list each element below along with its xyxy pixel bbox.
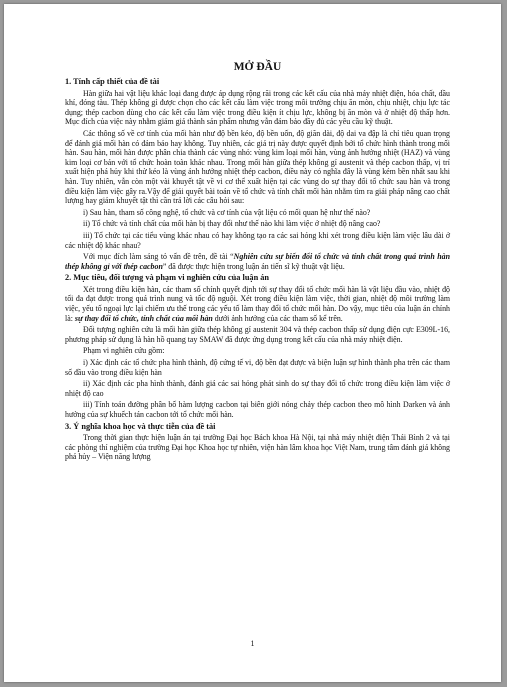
section-3-paragraph-1: Trong thời gian thực hiện luận án tại trường Đại học Bách khoa Hà Nội, tại nhà máy nhiệt điện Thái Bình 2 và tại các phòng thí nghiệm của trường Đại học Khoa học tự nhiên, viện hàn lâm khoa học Việt Nam, trung tâm đánh giá không phá hủy – Viện năng lượng <box>65 433 450 462</box>
section-2-scope-1: i) Xác định các tổ chức pha hình thành, độ cứng tế vi, độ bền đạt được và biện luận sự hình thành pha trên các tham số đầu vào trong điều kiện hàn <box>65 358 450 377</box>
section-1-question-1: i) Sau hàn, tham số công nghệ, tổ chức và cơ tính của vật liệu có mối quan hệ như thế nào? <box>83 207 371 217</box>
section-1-question-3: iii) Tổ chức tại các tiểu vùng khác nhau có hay không tạo ra các sai hỏng khi xét trong điều kiện làm việc lâu dài ở các nhiệt độ khác nhau? <box>65 230 450 250</box>
section-2-scope-3: iii) Tính toán đường phân bố hàm lượng cacbon tại biên giới nóng chảy thép cacbon theo mô hình Darken và ảnh hưởng của sự khuếch tán cacbon tới tổ chức mối hàn. <box>65 400 450 419</box>
research-objective: sự thay đổi tổ chức, tính chất của mối hàn <box>74 313 213 323</box>
section-2-paragraph-2: Đối tượng nghiên cứu là mối hàn giữa thép không gỉ austenit 304 và thép cacbon thấp sử dụng điện cực E309L-16, phương pháp sử dụng là hàn hồ quang tay SMAW đã được ứng dụng trong kết cấu của nhà máy nhiệt điện. <box>65 325 450 344</box>
section-2-scope-2: ii) Xác định các pha hình thành, đánh giá các sai hỏng phát sinh do sự thay đổi tổ chức trong điều kiện làm việc ở nhiệt độ cao <box>65 379 450 398</box>
section-2-paragraph-1 <box>65 285 450 323</box>
section-1-p3-after: ” đã được thực hiện trong luận án tiến sĩ kỹ thuật vật liệu. <box>162 261 345 271</box>
section-1-question-2: ii) Tổ chức và tính chất của mối hàn bị thay đổi như thế nào khi làm việc ở nhiệt độ nâng cao? <box>83 219 381 229</box>
section-2-heading: 2. Mục tiêu, đối tượng và phạm vi nghiên cứu của luận án <box>65 273 270 283</box>
page-title: MỞ ĐẦU <box>233 61 282 73</box>
section-1-paragraph-2: Các thông số về cơ tính của mối hàn như độ bền kéo, độ bền uốn, độ giãn dài, độ dai va đập là chỉ tiêu quan trọng để đánh giá mối hàn có đảm bảo hay không. Tuy nhiên, các giá trị này được quyết định bởi tổ chức hình thành trong mối hàn. Sau hàn, mối hàn được phân chia thành các vùng nhỏ: vùng kim loại mối hàn, vùng ảnh hưởng nhiệt (HAZ) và vùng kim loại cơ bản với tổ chức hoàn toàn khác nhau. Trong mối hàn giữa thép không gỉ austenit và thép cacbon thấp, vị trí xuất hiện phá hủy khi thử kéo là vùng ảnh hưởng nhiệt thép cacbon, điều này có nghĩa đây là vùng kém bền nhất sau khi hàn. Tuy nhiên, vẫn còn một vài khuyết tật về vi cơ thể xuất hiện tại các vùng do sự thay đổi tổ chức sau hàn và trong điều kiện làm việc gây ra.Vậy để giải quyết bài toán về tổ chức và tính chất mối hàn nhằm tìm ra giải pháp nâng cao chất lượng hay giảm khuyết tật thì cần trả lời các câu hỏi sau: <box>65 128 450 206</box>
section-2-paragraph-3: Phạm vi nghiên cứu gồm: <box>83 346 165 356</box>
section-2-p1-after: dưới ảnh hưởng của các tham số kể trên. <box>212 313 343 323</box>
page-number: 1 <box>250 639 255 648</box>
section-1-heading: 1. Tính cấp thiết của đề tài <box>65 77 160 86</box>
page-content <box>65 60 450 464</box>
document-page <box>4 4 501 682</box>
thesis-topic-title: Nghiên cứu sự biến đổi tổ chức và tính chất trong quá trình hàn thép không gỉ với thép cacbon <box>65 252 450 271</box>
section-3-heading: 3. Ý nghĩa khoa học và thực tiễn của đề tài <box>65 421 216 431</box>
section-1-p3-before: Với mục đích làm sáng tỏ vấn đề trên, đề tài “ <box>83 252 234 262</box>
section-2-p1-before: Xét trong điều kiện hàn, các tham số chính quyết định tới sự thay đổi tổ chức mối hàn là vật liệu đầu vào, nhiệt độ tối đa đạt được trong quá trình nung và tốc độ nguội. Xét trong điều kiện làm việc, thời gian, nhiệt độ môi trường làm việc, yếu tố ngoại lực lại chiếm ưu thế trong các yếu tố làm thay đổi tổ chức mối hàn. Do vậy, mục tiêu của luận án chính là: <box>65 284 450 323</box>
section-1-paragraph-3 <box>65 252 450 271</box>
section-1-paragraph-1: Hàn giữa hai vật liệu khác loại đang được áp dụng rộng rãi trong các kết cấu của nhà máy nhiệt điện, hóa chất, dầu khí, đóng tàu. Thép không gỉ được chọn cho các kết cấu làm việc trong môi trường chịu ăn mòn, chịu nhiệt, chịu lực tác dụng; thép cacbon dùng cho các kết cấu làm việc trong điều kiện ít chịu lực, không bị ăn mòn và ở nhiệt độ thấp hơn. Mục đích của việc này nhằm giảm giá thành sản phẩm nhưng vẫn đảm bảo đầy đủ các yêu cầu kỹ thuật. <box>65 88 450 127</box>
